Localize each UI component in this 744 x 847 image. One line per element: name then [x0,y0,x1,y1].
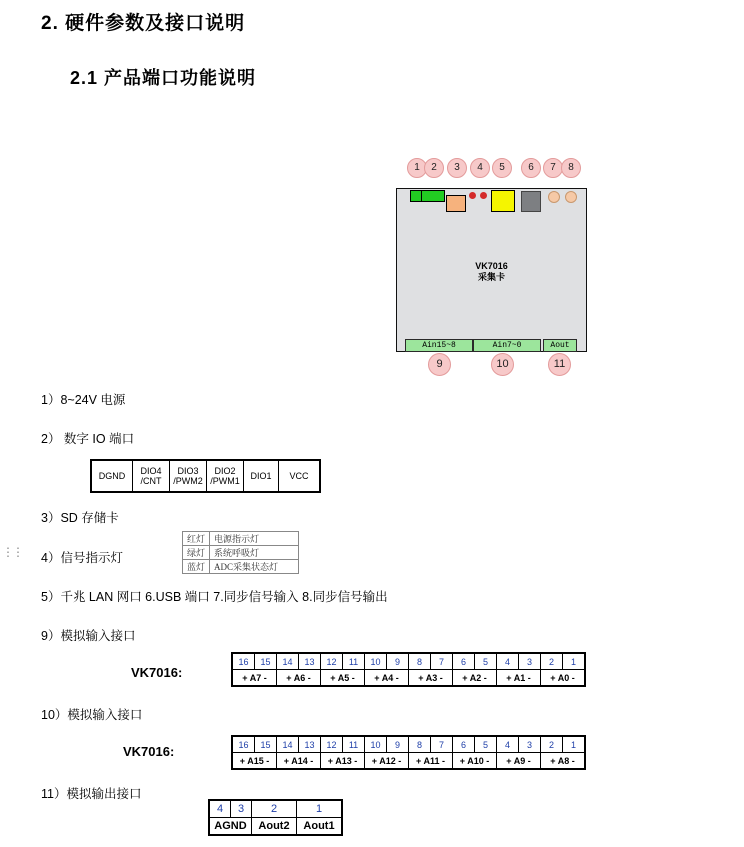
led-color: 绿灯 [183,546,210,560]
ain15-8-label: Ain15~8 [405,339,473,352]
led-meaning: ADC采集状态灯 [210,560,299,574]
dio-table [90,459,321,493]
model-label-2: VK7016: [123,744,175,759]
dio-cell-dgnd: DGND [91,460,133,492]
item-sd: 3）SD 存储卡 [41,511,119,525]
port-number-5: 5 [492,158,512,178]
led-meaning: 电源指示灯 [210,532,299,546]
item-analog-in-1: 9）模拟输入接口 [41,629,136,643]
board-outline [396,188,587,352]
item-power: 1）8~24V 电源 [41,393,126,407]
board-model: VK7016 [475,261,508,271]
port-number-7: 7 [543,158,563,178]
led-color: 蓝灯 [183,560,210,574]
dio-cell-dio3: DIO3 /PWM2 [170,460,207,492]
port-number-1: 1 [407,158,427,178]
port-number-10: 10 [491,353,514,376]
usb-port [521,191,541,212]
sync-out-connector [565,191,577,203]
subsection-heading: 2.1 产品端口功能说明 [70,68,257,88]
section-heading: 2. 硬件参数及接口说明 [41,13,246,34]
sync-in-connector [548,191,560,203]
port-number-3: 3 [447,158,467,178]
ain7-0-label: Ain7~0 [473,339,541,352]
led-meaning: 系统呼吸灯 [210,546,299,560]
led-color: 红灯 [183,532,210,546]
port-number-4: 4 [470,158,490,178]
dio-cell-vcc: VCC [279,460,321,492]
port-number-2: 2 [424,158,444,178]
dio-cell-dio4: DIO4 /CNT [133,460,170,492]
lan-port [491,190,515,212]
item-analog-out: 11）模拟输出接口 [41,787,142,801]
analog-table-1: 16 15 14 13 12 11 10 9 8 7 6 5 4 3 2 1 + A7 - + A6 - + A5 - + A4 - + A3 - + A2 - + A1 - + A0 - [231,652,586,687]
dio-cell-dio2: DIO2 /PWM1 [207,460,244,492]
port-number-11: 11 [548,353,571,376]
analog-table-2: 16 15 14 13 12 11 10 9 8 7 6 5 4 3 2 1 + A15 - + A14 - + A13 - + A12 - + A11 - + A10 - + A9 - + A8 - [231,735,586,770]
item-ports: 5）千兆 LAN 网口 6.USB 端口 7.同步信号输入 8.同步信号输出 [41,590,388,604]
dio-connector [421,190,445,202]
item-led: 4）信号指示灯 [41,551,123,565]
led-red [469,192,476,199]
sd-card-slot [446,195,466,212]
aout-label: Aout [543,339,577,352]
led-red-2 [480,192,487,199]
dio-cell-dio1: DIO1 [244,460,279,492]
led-table [182,531,299,574]
port-number-8: 8 [561,158,581,178]
board-name: 采集卡 [477,272,505,282]
port-number-6: 6 [521,158,541,178]
aout-table: 4 3 2 1 AGND Aout2 Aout1 [208,799,343,836]
model-label: VK7016: [131,665,183,680]
port-number-9: 9 [428,353,451,376]
item-analog-in-2: 10）模拟输入接口 [41,708,143,722]
item-dio: 2） 数字 IO 端口 [41,432,135,446]
drag-handle-icon[interactable]: ⋮⋮ [2,545,22,559]
